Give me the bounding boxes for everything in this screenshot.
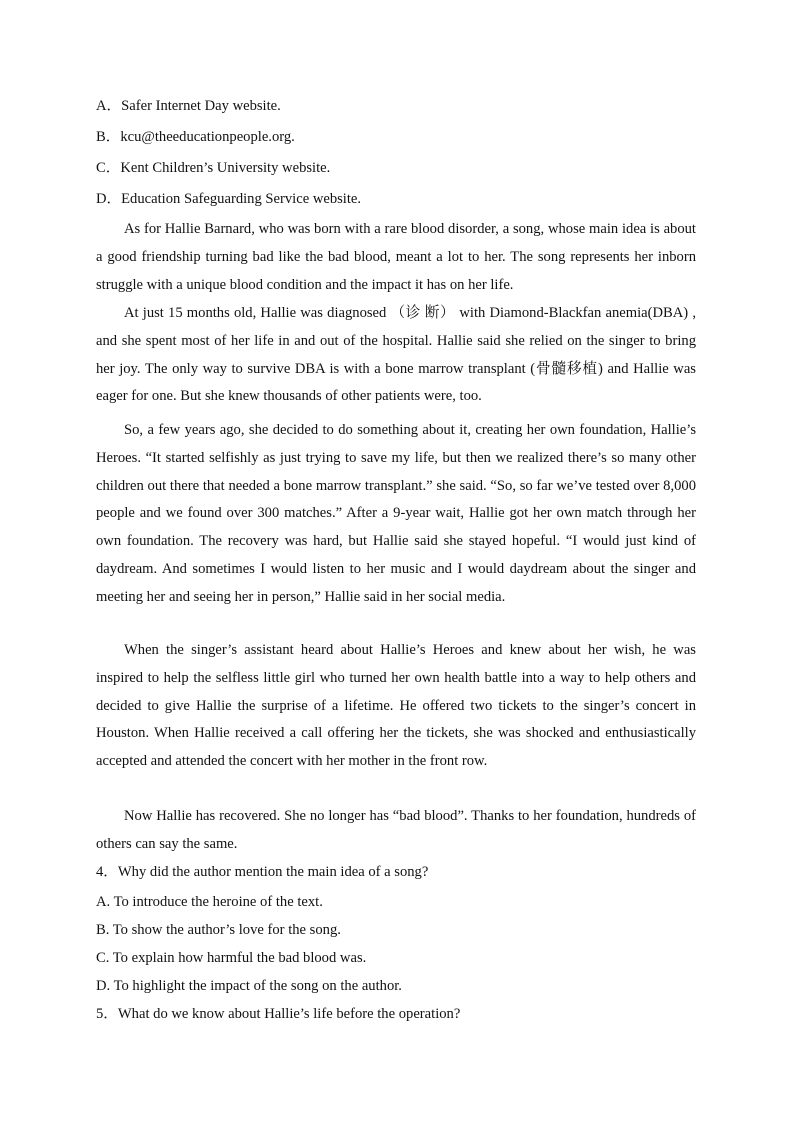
option-text: Education Safeguarding Service website. <box>121 191 362 207</box>
question-4-option-a: A. To introduce the heroine of the text. <box>96 894 323 910</box>
passage-paragraph-3: So, a few years ago, she decided to do something about it, creating her own foundation, Hallie’s Heroes. “It started selfishly as just trying to save my life, but then we realized there’s so many other children out there that needed a bone marrow transplant.” she said. “So, so far we’ve tested over 8,000 people and we found over 300 matches.” After a 9-year wait, Hallie got her own match through her own foundation. The recovery was hard, but Hallie said she stayed hopeful. “I would just kind of daydream. And sometimes I would listen to her music and I would daydream about the singer and meeting her and seeing her in person,” Hallie said in her social media. <box>96 422 696 605</box>
passage-paragraph-5: Now Hallie has recovered. She no longer has “bad blood”. Thanks to her foundation, hundreds of others can say the same. <box>96 808 696 852</box>
passage-paragraph-1: As for Hallie Barnard, who was born with a rare blood disorder, a song, whose main idea is about a good friendship turning bad like the bad blood, meant a lot to her. The song represents her inborn struggle with a unique blood condition and the impact it has on her life. <box>96 221 696 293</box>
option-letter: C． <box>96 160 121 176</box>
option-c <box>96 158 696 178</box>
question-4-stem: 4．Why did the author mention the main idea of a song? <box>96 864 429 880</box>
question-4-option-b: B. To show the author’s love for the song. <box>96 922 341 938</box>
question-5-stem: 5．What do we know about Hallie’s life before the operation? <box>96 1006 461 1022</box>
option-text: Safer Internet Day website. <box>121 98 281 114</box>
option-text: kcu@theeducationpeople.org. <box>120 129 295 145</box>
option-letter: D． <box>96 191 122 207</box>
option-b <box>96 127 696 147</box>
option-d <box>96 189 696 209</box>
passage-paragraph-4: When the singer’s assistant heard about Hallie’s Heroes and knew about her wish, he was inspired to help the selfless little girl who turned her own health battle into a way to help others and decided to give Hallie the surprise of a lifetime. He offered two tickets to the singer’s concert in Houston. When Hallie received a call offering her the tickets, she was shocked and enthusiastically accepted and attended the concert with her mother in the front row. <box>96 642 696 770</box>
option-letter: B． <box>96 129 121 145</box>
question-4-option-c: C. To explain how harmful the bad blood was. <box>96 950 367 966</box>
passage-paragraph-2: At just 15 months old, Hallie was diagnosed （诊 断） with Diamond-Blackfan anemia(DBA) , and she spent most of her life in and out of the hospital. Hallie said she relied on the singer to bring her joy. The only way to survive DBA is with a bone marrow transplant (骨髓移植) and Hallie was eager for one. But she knew thousands of other patients were, too. <box>96 305 696 405</box>
option-letter: A． <box>96 98 122 114</box>
option-text: Kent Children’s University website. <box>120 160 331 176</box>
question-4-option-d: D. To highlight the impact of the song on the author. <box>96 978 402 994</box>
option-a <box>96 96 696 116</box>
